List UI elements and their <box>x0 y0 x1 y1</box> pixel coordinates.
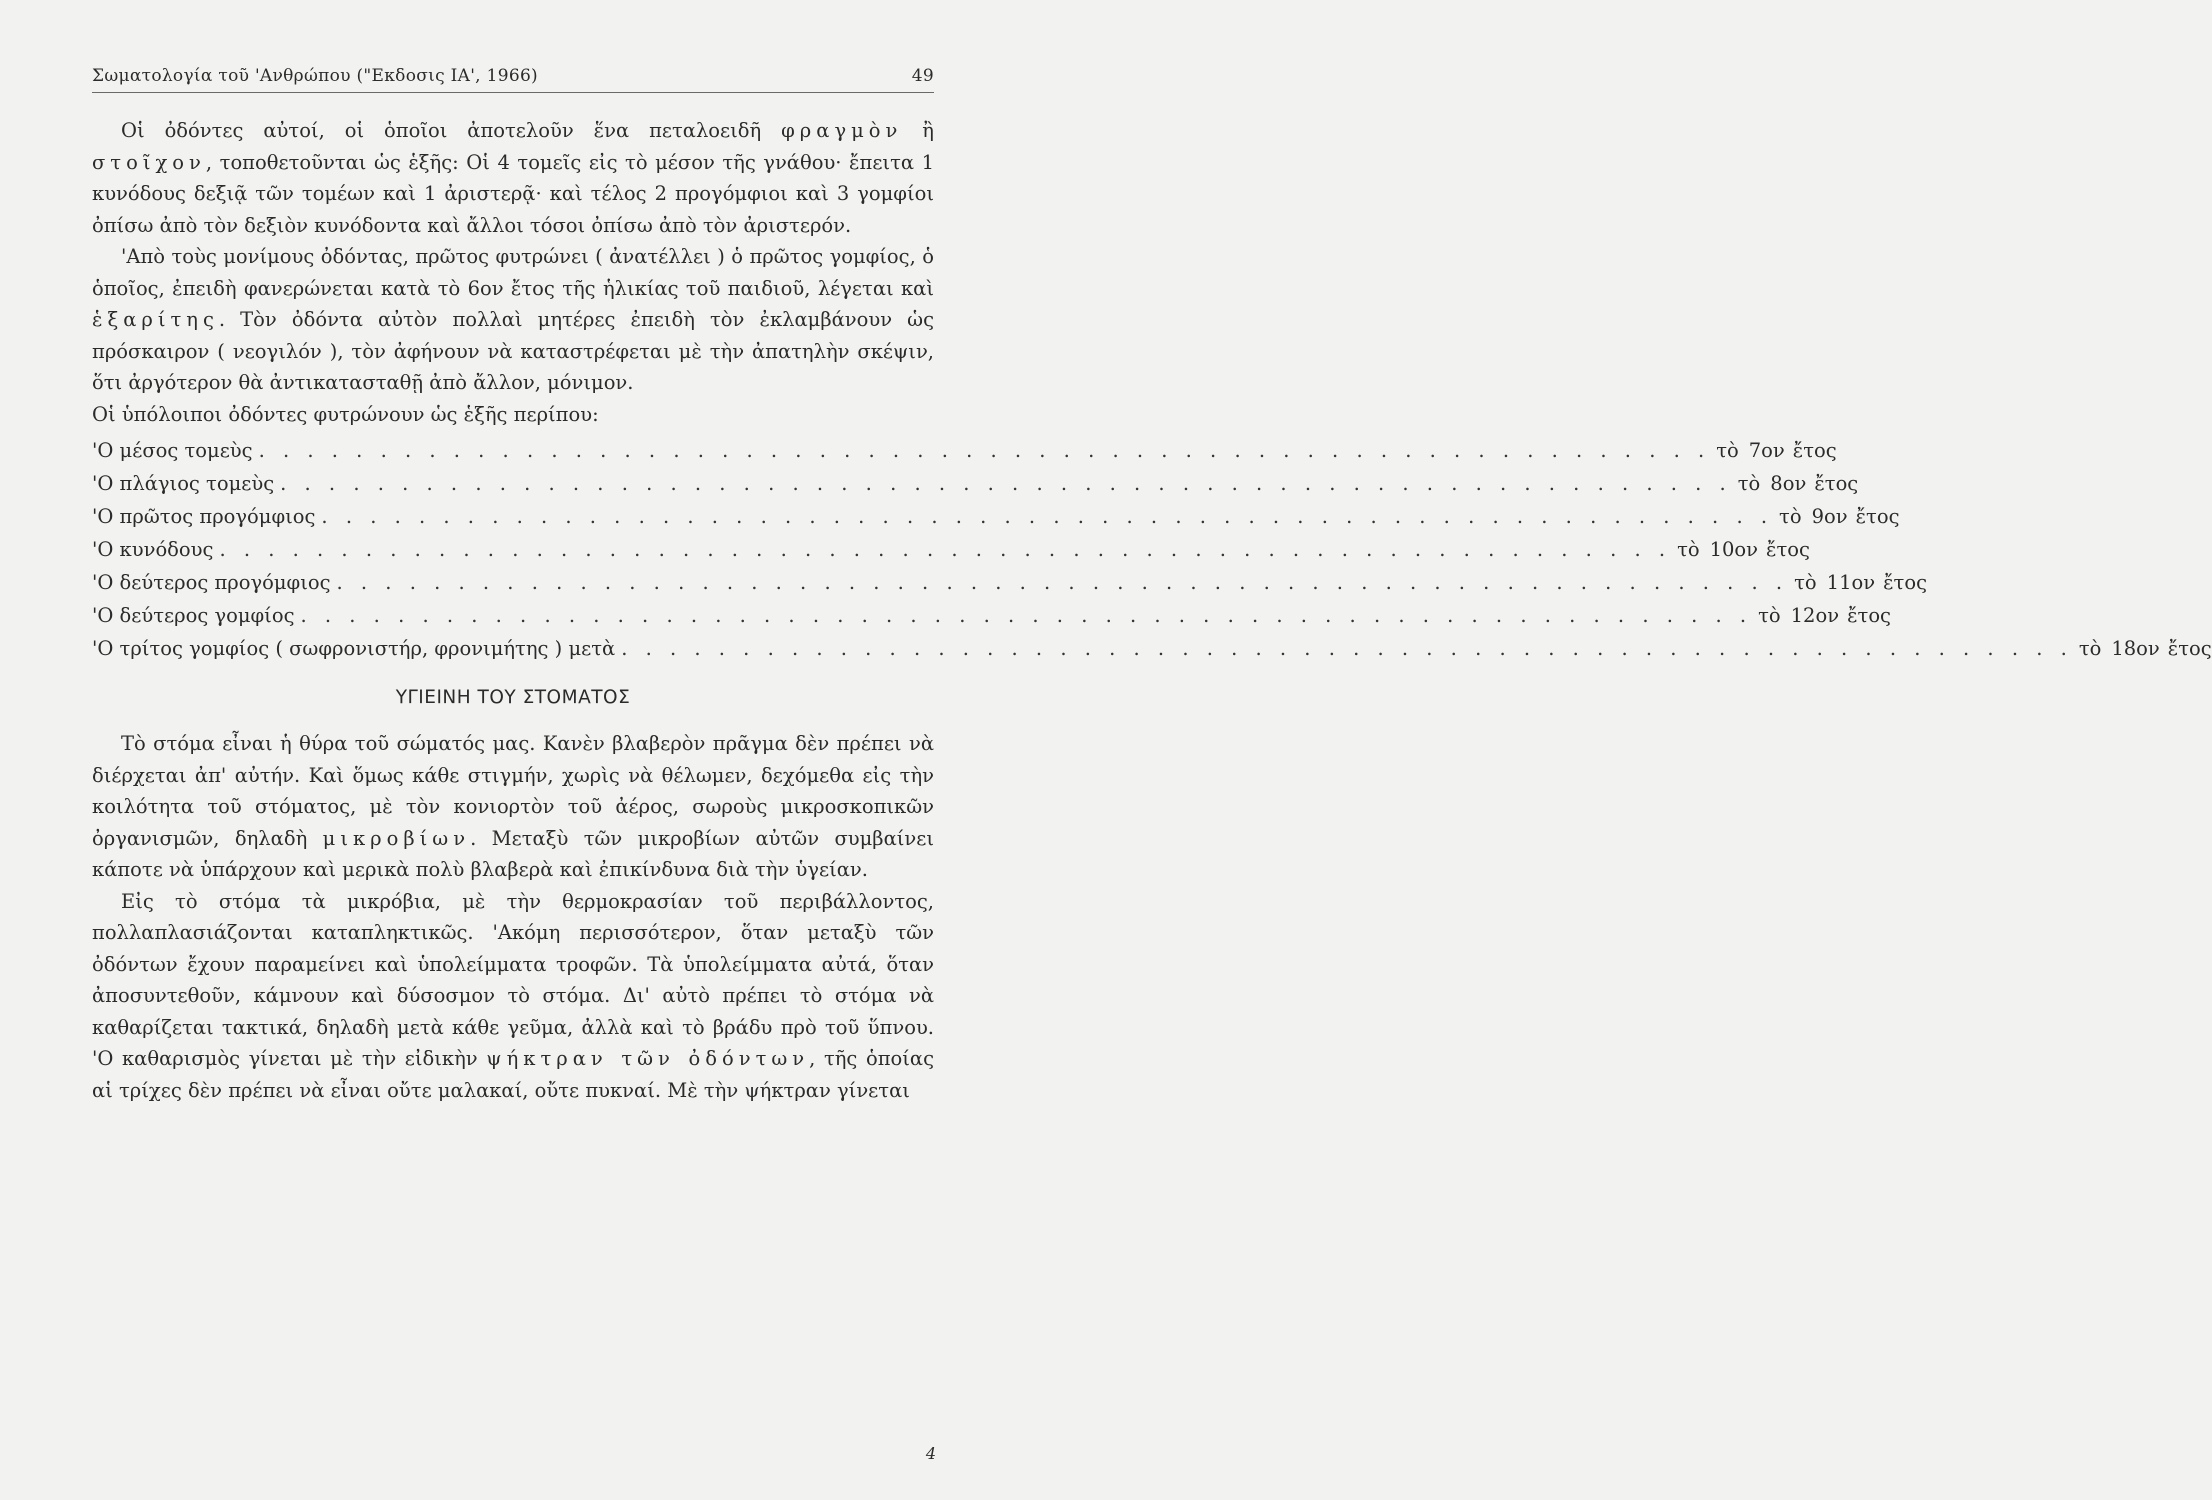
dot-leader: . . . . . . . . . . . . . . . . . . . . . . . . . . . . . . . . . . . . . . . . . . . . . . . . . . . . . . . . . . . . <box>621 637 2073 660</box>
tooth-name: 'Ο μέσος τομεὺς <box>92 439 253 462</box>
signature-mark: 4 <box>925 1444 936 1463</box>
teeth-eruption-list <box>92 434 2212 665</box>
article: τὸ <box>1677 538 1700 561</box>
dot-leader: . . . . . . . . . . . . . . . . . . . . . . . . . . . . . . . . . . . . . . . . . . . . . . . . . . . . . . . . . . . . <box>336 571 1789 594</box>
eruption-year: 7ον <box>1748 439 1785 462</box>
dot-leader: . . . . . . . . . . . . . . . . . . . . . . . . . . . . . . . . . . . . . . . . . . . . . . . . . . . . . . . . . . . . <box>258 439 1711 462</box>
year-word: ἔτος <box>2167 637 2212 660</box>
eruption-year: 8ον <box>1770 472 1807 495</box>
eruption-year: 10ον <box>1709 538 1759 561</box>
eruption-year: 9ον <box>1811 505 1848 528</box>
year-word: ἔτος <box>1792 439 1837 462</box>
article: τὸ <box>1779 505 1802 528</box>
year-word: ἔτος <box>1766 538 1810 561</box>
year-word: ἔτος <box>1855 505 1900 528</box>
eruption-year: 18ον <box>2111 637 2160 660</box>
article: τὸ <box>1794 571 1817 594</box>
eruption-year: 11ον <box>1826 571 1876 594</box>
tooth-name: 'Ο τρίτος γομφίος ( σωφρονιστήρ, φρονιμήτης ) μετὰ <box>92 637 616 660</box>
list-item <box>92 500 1900 533</box>
section-heading: ΥΓΙΕΙΝΗ ΤΟΥ ΣΤΟΜΑΤΟΣ <box>395 687 631 708</box>
article: τὸ <box>2078 637 2102 660</box>
article: τὸ <box>1716 439 1739 462</box>
tooth-name: 'Ο δεύτερος γομφίος <box>92 604 295 627</box>
article: τὸ <box>1737 472 1761 495</box>
spaced-term: ἑξαρίτης <box>92 308 219 331</box>
tooth-name: 'Ο πλάγιος τομεὺς <box>92 472 275 495</box>
tooth-name: 'Ο δεύτερος προγόμφιος <box>92 571 331 594</box>
spaced-term: στοῖχον <box>92 150 206 174</box>
tooth-name: 'Ο πρῶτος προγόμφιος <box>92 505 316 528</box>
year-word: ἔτος <box>1814 472 1859 495</box>
page <box>92 66 2212 1106</box>
header-page-number: 49 <box>911 66 934 86</box>
paragraph-mouth-hygiene-2: Εἰς τὸ στόμα τὰ μικρόβια, μὲ τὴν θερμοκρασίαν τοῦ περιβάλλοντος, πολλαπλασιάζονται καταπληκτικῶς. 'Ακόμη περισσότερον, ὅταν μεταξὺ τῶν ὀδόντων ἔχουν παραμείνει καὶ ὑπολείμματα τροφῶν. Τὰ ὑπολείμματα αὐτά, ὅταν ἀποσυντεθοῦν, κάμνουν καὶ δύσοσμον τὸ στόμα. Δι' αὐτὸ πρέπει τὸ στόμα νὰ καθαρίζεται τακτικά, δηλαδὴ μετὰ κάθε γεῦμα, ἀλλὰ καὶ τὸ βράδυ πρὸ τοῦ ὕπνου. 'Ο καθαρισμὸς γίνεται μὲ τὴν εἰδικὴν ψήκτραν τῶν ὀδόντων, τῆς ὁποίας αἱ τρίχες δὲν πρέπει νὰ εἶναι οὔτε μαλακαί, οὔτε πυκναί. Μὲ τὴν ψήκτραν γίνεται <box>92 889 934 1102</box>
paragraph-list-intro: Οἱ ὑπόλοιποι ὀδόντες φυτρώνουν ὡς ἑξῆς περίπου: <box>92 402 599 426</box>
dot-leader: . . . . . . . . . . . . . . . . . . . . . . . . . . . . . . . . . . . . . . . . . . . . . . . . . . . . . . . . . . . . <box>300 604 1753 627</box>
running-header <box>92 66 934 93</box>
dot-leader: . . . . . . . . . . . . . . . . . . . . . . . . . . . . . . . . . . . . . . . . . . . . . . . . . . . . . . . . . . . . <box>280 472 1732 495</box>
list-item <box>92 599 1891 632</box>
tooth-name: 'Ο κυνόδους <box>92 538 214 561</box>
spaced-term: μικροβίων <box>322 826 471 850</box>
paragraph-mouth-hygiene-1: Τὸ στόμα εἶναι ἡ θύρα τοῦ σώματός μας. Κανὲν βλαβερὸν πρᾶγμα δὲν πρέπει νὰ διέρχεται ἀπ' αὐτήν. Καὶ ὅμως κάθε στιγμήν, χωρὶς νὰ θέλωμεν, δεχόμεθα εἰς τὴν κοιλότητα τοῦ στόματος, μὲ τὸν κονιορτὸν τοῦ ἀέρος, σωροὺς μικροσκοπικῶν ὀργανισμῶν, δηλαδὴ μικροβίων. Μεταξὺ τῶν μικροβίων αὐτῶν συμβαίνει κάποτε νὰ ὑπάρχουν καὶ μερικὰ πολὺ βλαβερὰ καὶ ἐπικίνδυνα διὰ τὴν ὑγείαν. <box>92 732 934 881</box>
header-title: Σωματολογία τοῦ 'Ανθρώπου ("Εκδοσις ΙΑ', 1966) <box>92 66 538 86</box>
year-word: ἔτος <box>1883 571 1928 594</box>
paragraph-teeth-arrangement: Οἱ ὀδόντες αὐτοί, οἱ ὁποῖοι ἀποτελοῦν ἕνα πεταλοειδῆ φραγμὸν ἢ στοῖχον, τοποθετοῦνται ὡς ἑξῆς: Οἱ 4 τομεῖς εἰς τὸ μέσον τῆς γνάθου· ἔπειτα 1 κυνόδους δεξιᾷ τῶν τομέων καὶ 1 ἀριστερᾷ· καὶ τέλος 2 προγόμφιοι καὶ 3 γομφίοι ὀπίσω ἀπὸ τὸν δεξιὸν κυνόδοντα καὶ ἄλλοι τόσοι ὀπίσω ἀπὸ τὸν ἀριστερόν. <box>92 119 934 237</box>
list-item <box>92 467 1859 500</box>
list-item <box>92 533 1810 566</box>
year-word: ἔτος <box>1847 604 1891 627</box>
spaced-term: φραγμὸν <box>781 119 903 142</box>
spaced-term: ψήκτραν τῶν ὀδόντων <box>486 1047 810 1070</box>
dot-leader: . . . . . . . . . . . . . . . . . . . . . . . . . . . . . . . . . . . . . . . . . . . . . . . . . . . . . . . . . . . . <box>321 505 1774 528</box>
list-item <box>92 434 1837 467</box>
eruption-year: 12ον <box>1790 604 1840 627</box>
list-item <box>92 566 1928 599</box>
dot-leader: . . . . . . . . . . . . . . . . . . . . . . . . . . . . . . . . . . . . . . . . . . . . . . . . . . . . . . . . . . . . <box>219 538 1672 561</box>
list-item <box>92 632 2212 665</box>
paragraph-first-molar: 'Απὸ τοὺς μονίμους ὀδόντας, πρῶτος φυτρώνει ( ἀνατέλλει ) ὁ πρῶτος γομφίος, ὁ ὁποῖος, ἐπειδὴ φανερώνεται κατὰ τὸ 6ον ἔτος τῆς ἡλικίας τοῦ παιδιοῦ, λέγεται καὶ ἑξαρίτης. Τὸν ὀδόντα αὐτὸν πολλαὶ μητέρες ἐπειδὴ τὸν ἐκλαμβάνουν ὡς πρόσκαιρον ( νεογιλόν ), τὸν ἀφήνουν νὰ καταστρέφεται μὲ τὴν ἀπατηλὴν σκέψιν, ὅτι ἀργότερον θὰ ἀντικατασταθῇ ἀπὸ ἄλλον, μόνιμον. <box>92 245 934 394</box>
article: τὸ <box>1758 604 1781 627</box>
